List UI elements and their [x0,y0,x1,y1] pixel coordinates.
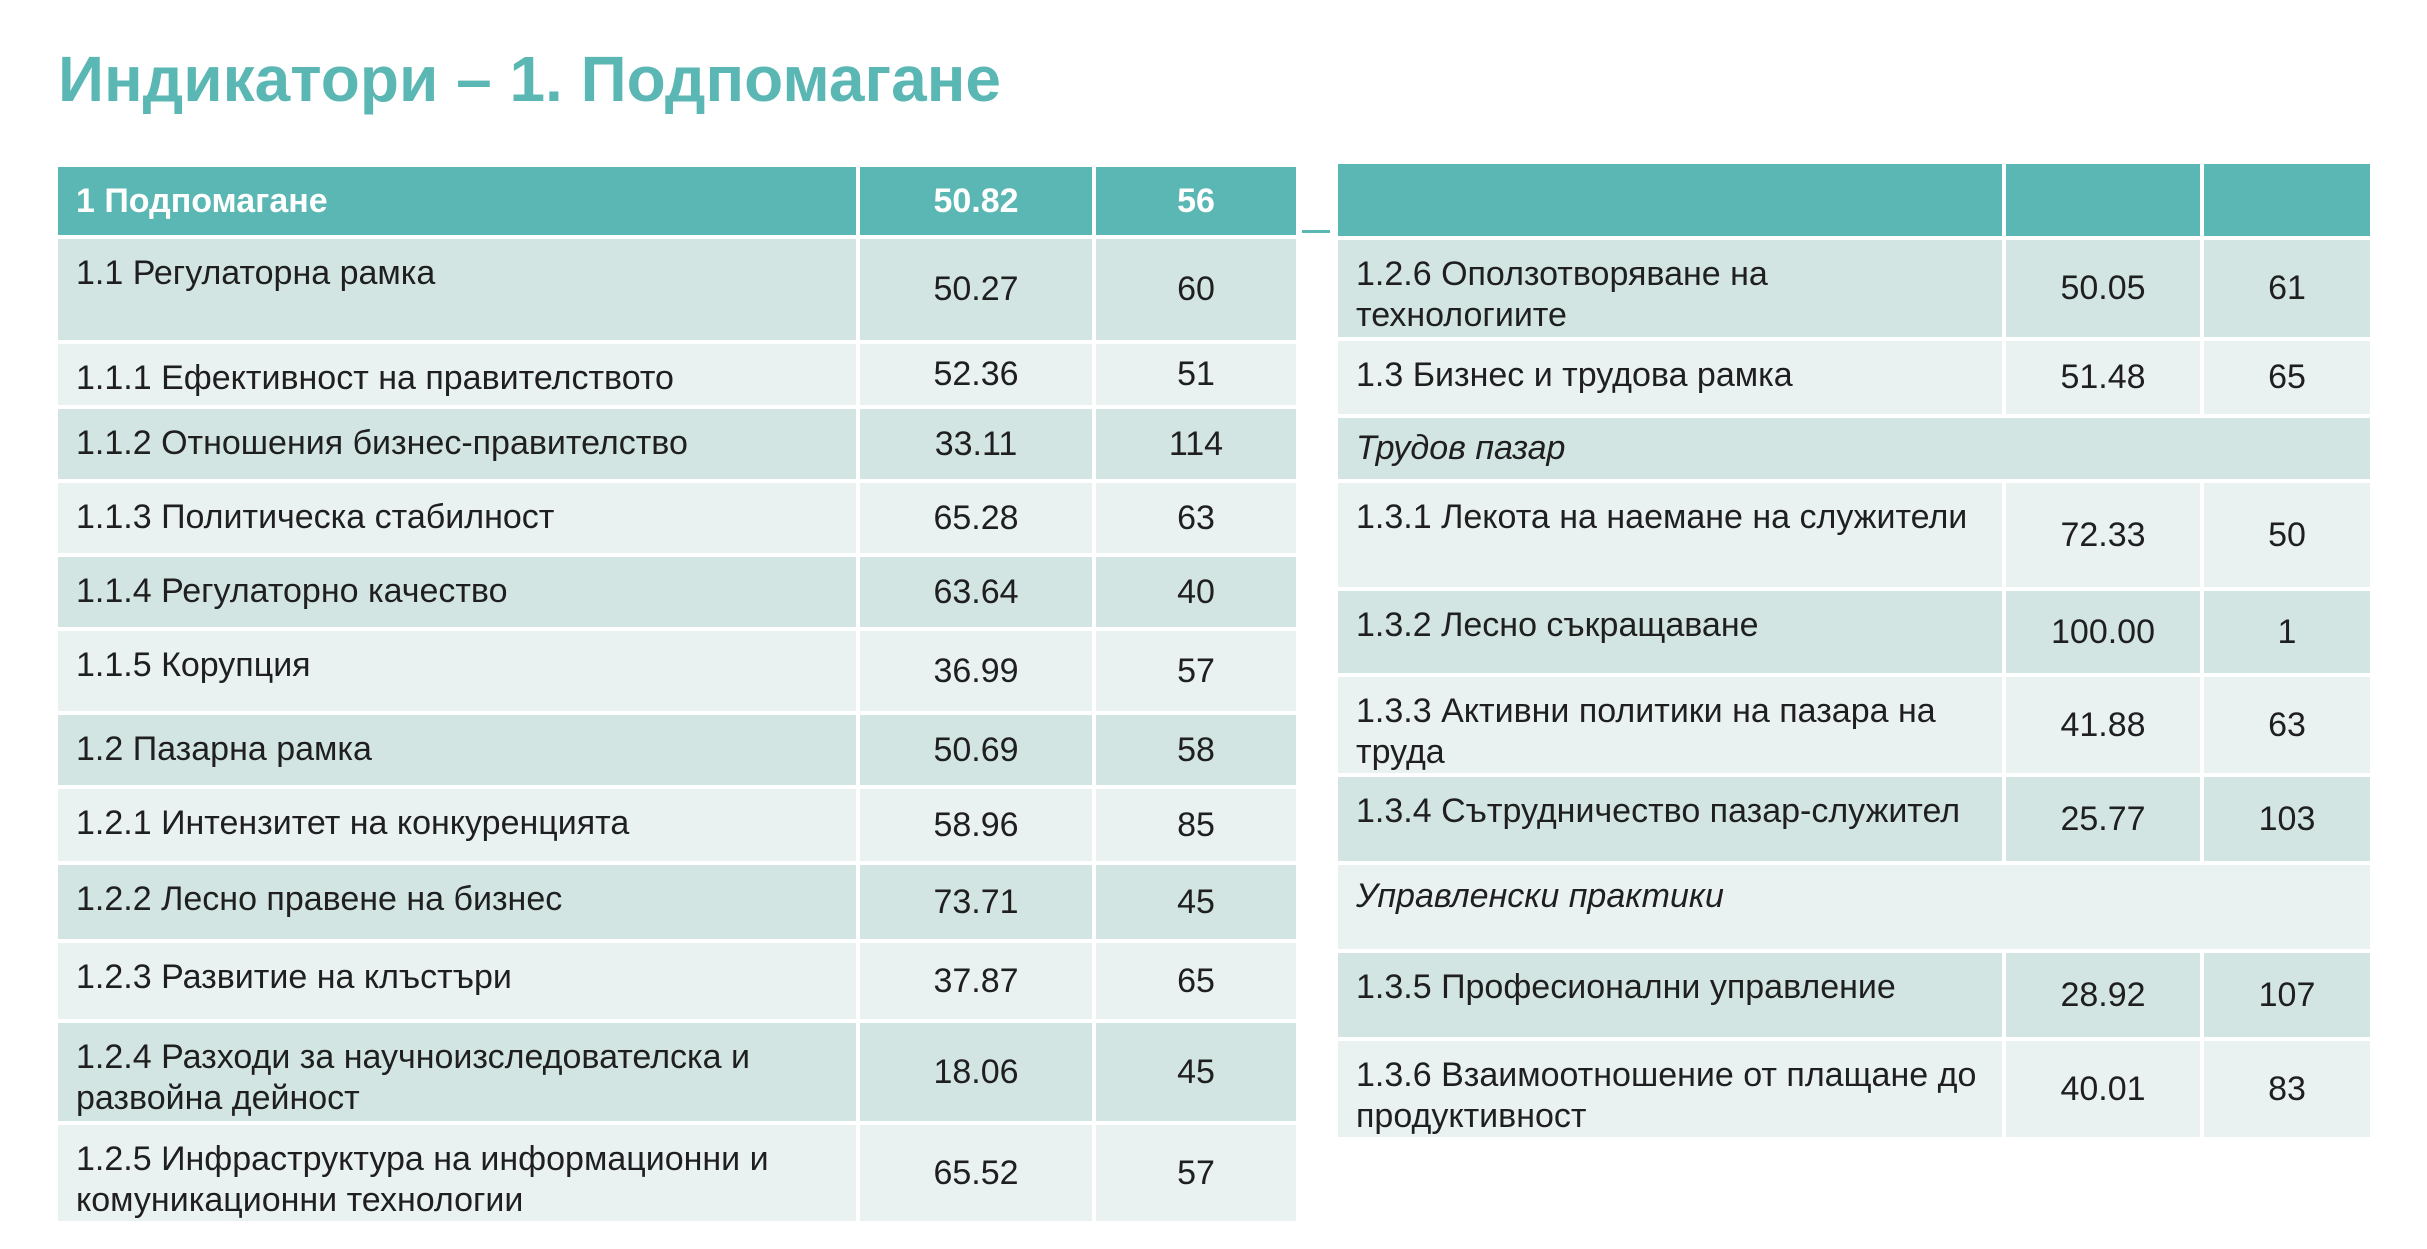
row-label: 1.2.5 Инфраструктура на информационни и комуникационни технологии [58,1125,856,1221]
row-score: 73.71 [860,865,1092,939]
row-score: 25.77 [2006,777,2200,861]
section-row [1338,418,2370,479]
row-score: 72.33 [2006,483,2200,587]
row-rank: 63 [2204,677,2370,773]
row-score: 100.00 [2006,591,2200,673]
section-row [1338,865,2370,949]
row-label: 1.3.2 Лесно съкращаване [1338,591,2002,673]
row-label: 1.3.3 Активни политики на пазара на труда [1338,677,2002,773]
row-label: 1.1.5 Корупция [58,631,856,711]
table-row [58,1125,1296,1221]
table-row [58,789,1296,861]
row-rank: 60 [1096,239,1296,340]
row-rank: 40 [1096,557,1296,627]
row-label: 1.2.1 Интензитет на конкуренцията [58,789,856,861]
row-score: 51.48 [2006,341,2200,414]
section-label: Управленски практики [1338,865,2370,949]
table-header-row [1338,164,2370,236]
row-rank: 50 [2204,483,2370,587]
row-rank: 83 [2204,1041,2370,1137]
row-label: 1.3.4 Сътрудничество пазар-служител [1338,777,2002,861]
row-rank: 85 [1096,789,1296,861]
row-label: 1.3.1 Лекота на наемане на служители [1338,483,2002,587]
table-row [58,715,1296,785]
row-label: 1.2.2 Лесно правене на бизнес [58,865,856,939]
divider [1302,230,1330,233]
row-rank: 58 [1096,715,1296,785]
table-row [1338,240,2370,337]
table-row [1338,483,2370,587]
section-label: Трудов пазар [1338,418,2370,479]
row-label: 1.1.1 Ефективност на правителството [58,344,856,405]
row-label: 1.1.4 Регулаторно качество [58,557,856,627]
row-score: 33.11 [860,409,1092,479]
row-rank: 57 [1096,631,1296,711]
row-rank: 45 [1096,1023,1296,1121]
header-rank: 56 [1096,167,1296,235]
table-row [58,631,1296,711]
row-score: 37.87 [860,943,1092,1019]
row-score: 40.01 [2006,1041,2200,1137]
table-row [58,865,1296,939]
row-rank: 114 [1096,409,1296,479]
row-label: 1.1.2 Отношения бизнес-правителство [58,409,856,479]
table-row [58,943,1296,1019]
row-rank: 65 [2204,341,2370,414]
table-row [58,409,1296,479]
row-label: 1.3.5 Професионални управление [1338,953,2002,1037]
table-row [58,557,1296,627]
table-row [1338,677,2370,773]
header-label: 1 Подпомагане [58,167,856,235]
row-label: 1.2.3 Развитие на клъстъри [58,943,856,1019]
row-label: 1.2.6 Оползотворяване на технологиите [1338,240,2002,337]
row-rank: 51 [1096,344,1296,405]
page-title: Индикатори – 1. Подпомагане [58,43,1001,115]
row-score: 65.52 [860,1125,1092,1221]
table-row [1338,591,2370,673]
table-row [1338,1041,2370,1137]
header-empty-cell [1338,164,2002,236]
row-label: 1.2 Пазарна рамка [58,715,856,785]
table-header-row [58,167,1296,235]
row-rank: 107 [2204,953,2370,1037]
row-score: 65.28 [860,483,1092,553]
table-row [1338,777,2370,861]
header-empty-cell [2006,164,2200,236]
row-score: 41.88 [2006,677,2200,773]
row-rank: 45 [1096,865,1296,939]
row-label: 1.1 Регулаторна рамка [58,239,856,340]
table-row [58,1023,1296,1121]
table-row [1338,341,2370,414]
row-label: 1.3.6 Взаимоотношение от плащане до продуктивност [1338,1041,2002,1137]
row-score: 50.27 [860,239,1092,340]
row-score: 58.96 [860,789,1092,861]
row-rank: 103 [2204,777,2370,861]
row-score: 28.92 [2006,953,2200,1037]
header-empty-cell [2204,164,2370,236]
row-score: 52.36 [860,344,1092,405]
row-score: 63.64 [860,557,1092,627]
row-label: 1.2.4 Разходи за научноизследователска и развойна дейност [58,1023,856,1121]
row-label: 1.3 Бизнес и трудова рамка [1338,341,2002,414]
row-score: 18.06 [860,1023,1092,1121]
row-rank: 65 [1096,943,1296,1019]
header-score: 50.82 [860,167,1092,235]
indicators-table-left [54,163,1300,1225]
row-score: 36.99 [860,631,1092,711]
row-rank: 63 [1096,483,1296,553]
indicators-table-right [1334,160,2374,1141]
row-rank: 57 [1096,1125,1296,1221]
row-score: 50.69 [860,715,1092,785]
table-row [58,344,1296,405]
row-rank: 61 [2204,240,2370,337]
table-row [1338,953,2370,1037]
row-label: 1.1.3 Политическа стабилност [58,483,856,553]
table-row [58,483,1296,553]
row-rank: 1 [2204,591,2370,673]
row-score: 50.05 [2006,240,2200,337]
table-row [58,239,1296,340]
